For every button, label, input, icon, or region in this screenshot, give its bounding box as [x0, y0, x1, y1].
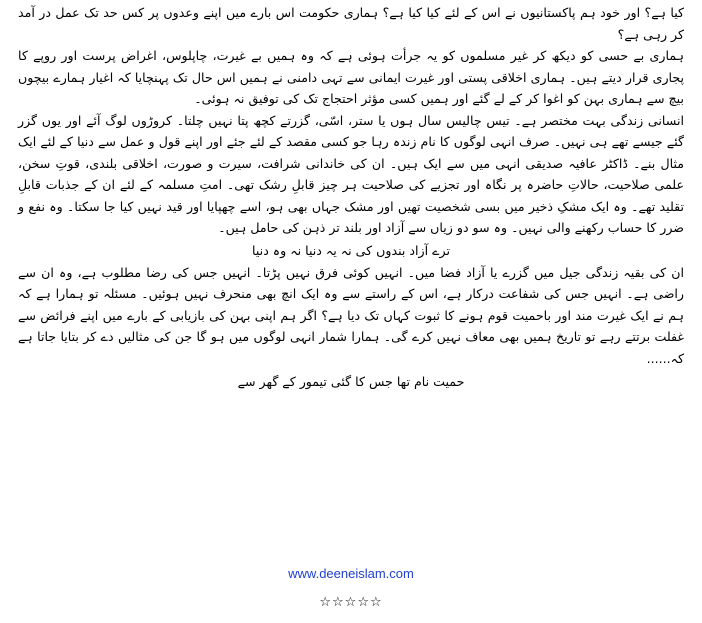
paragraph-1: کیا ہے؟ اور خود ہم پاکستانیوں نے اس کے لئے کیا کیا ہے؟ ہماری حکومت اس بارے میں اپنے وعدوں پر کس حد تک عمل در آمد کر رہی ہے؟	[18, 5, 684, 42]
article-body	[18, 2, 684, 393]
verse-line: ترے آزاد بندوں کی نہ یہ دنیا نہ وہ دنیا	[252, 242, 450, 258]
paragraph-3: انسانی زندگی بہت مختصر ہے۔ تیس چالیس سال ہوں یا ستر، اسّی، گزرتے کچھ پتا نہیں چلتا۔ کروڑوں لوگ آئے اور یوں گزر گئے جیسے تھے ہی نہیں۔ صرف انہی لوگوں کا نام زندہ رہا جو کسی مقصد کے لئے جئے اور اپنے قول و عمل سے دنیا کے لئے ایک مثال بنے۔ ڈاکٹر عافیہ صدیقی انہی میں سے ایک ہیں۔ ان کی خاندانی شرافت، سیرت و صورت، اخلاقی بلندی، قوتِ سخن، علمی صلاحیت، حالاتِ حاضرہ پر نگاہ اور تجزیے کی صلاحیت ہر چیز قابلِ رشک تھی۔ امتِ مسلمہ کے لئے ان کے جذبات قابلِ تقلید تھے۔ وہ ایک مشکِ ذخیر میں بسی شخصیت تھیں اور مشک جہاں بھی ہو، اسے چھپایا اور قید نہیں کیا جا سکتا۔ وہ نفع و ضرر کا حساب رکھنے والی نہیں۔ وہ سو دو زیاں سے آزاد اور بلند تر ذہن کی حامل ہیں۔	[18, 112, 684, 235]
paragraph-4: ان کی بقیہ زندگی جیل میں گزرے یا آزاد فضا میں۔ انہیں کوئی فرق نہیں پڑتا۔ انہیں جس کی رضا مطلوب ہے، وہ ان سے راضی ہے۔ انہیں جس کی شفاعت درکار ہے، اس کے راستے سے وہ ایک انچ بھی منحرف نہیں ہوئیں۔ مسئلہ تو ہمارا ہے کہ ہم نے ایک غیرت مند اور باحمیت قوم ہونے کا ثبوت کہاں تک دیا ہے؟ اگر ہم اپنی بہن کی بازیابی کے بارے میں اپنے فرائض سے غفلت برتتے رہے تو تاریخ ہمیں بھی معاف نہیں کرے گی۔ ہمارا شمار انہی لوگوں میں ہو گا جن کی مثالیں دے کر بتایا جاتا ہے کہ......	[18, 264, 684, 366]
paragraph-2: ہماری بے حسی کو دیکھ کر غیر مسلموں کو یہ جرأت ہوئی ہے کہ وہ ہمیں بے غیرت، چاپلوس، اغراض پرست اور روپے کا پجاری قرار دیتے ہیں۔ ہماری اخلاقی پستی اور غیرت ایمانی سے تہی دامنی نے ہمیں اس حال تک پہنچایا کہ اغیار ہمارے بیچوں بیچ سے ہماری بہن کو اغوا کر کے لے گئے اور ہمیں کسی مؤثر احتجاج تک کی توفیق نہ ہوئی۔	[18, 48, 684, 106]
stars-divider: ☆☆☆☆☆	[319, 595, 383, 610]
closing-verse: حمیت نام تھا جس کا گئی تیمور کے گھر سے	[237, 374, 465, 389]
website-link[interactable]: www.deeneislam.com	[288, 566, 414, 581]
